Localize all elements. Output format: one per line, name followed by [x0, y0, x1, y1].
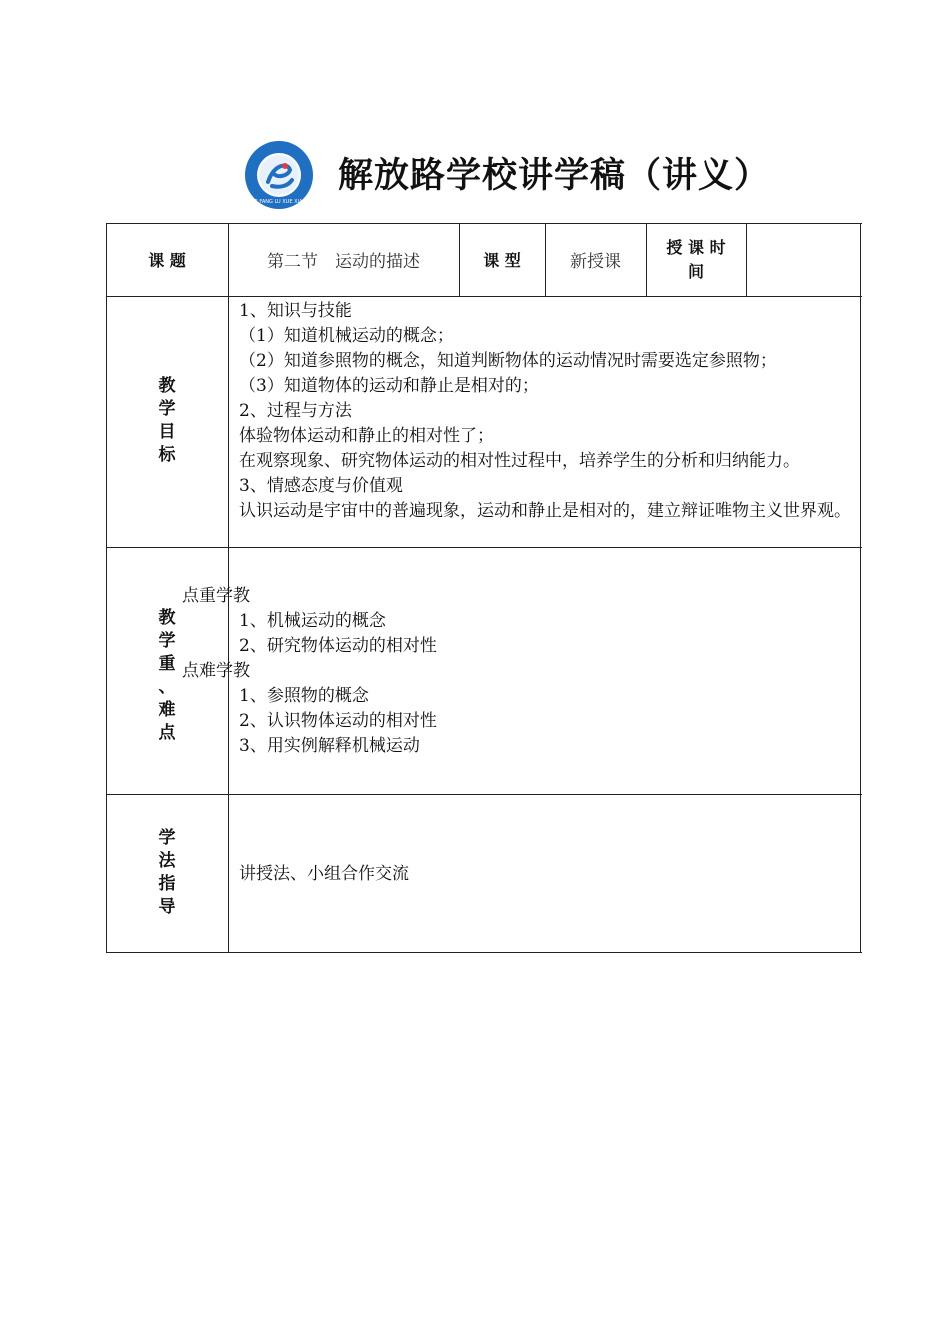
document-header [0, 136, 950, 216]
hard-heading: 点难学教 [182, 661, 250, 681]
hard-point: 1、参照物的概念 [239, 686, 369, 706]
svg-text:JIE FANG LU XUE XIAO: JIE FANG LU XUE XIAO [251, 199, 307, 205]
time-label-line1: 授 课 时 [666, 237, 726, 257]
goal-line: 在观察现象、研究物体运动的相对性过程中，培养学生的分析和归纳能力。 [239, 451, 800, 471]
hard-points [239, 684, 437, 759]
hard-point: 2、认识物体运动的相对性 [239, 711, 437, 731]
goal-worldview: 认识运动是宇宙中的普遍现象，运动和静止是相对的，建立辩证唯物主义世界观。 [239, 501, 851, 521]
key-heading: 点重学教 [182, 586, 250, 606]
goal-line: （3）知道物体的运动和静止是相对的； [239, 376, 539, 396]
page-title: 解放路学校讲学稿（讲义） [338, 156, 771, 196]
method-value: 讲授法、小组合作交流 [239, 864, 409, 884]
method-label: 学 法 指 导 [158, 828, 176, 917]
focus-label: 教 学 重 、 难 点 [158, 608, 176, 743]
goal-line: （1）知道机械运动的概念； [239, 326, 454, 346]
goal-line: 1、知识与技能 [239, 301, 352, 321]
type-value: 新授课 [570, 252, 621, 272]
goal-line: （2）知道参照物的概念，知道判断物体的运动情况时需要选定参照物； [239, 351, 777, 371]
time-label-line2: 间 [687, 261, 704, 281]
goals-content [239, 299, 800, 499]
key-point: 1、机械运动的概念 [239, 611, 386, 631]
type-label: 课 型 [483, 251, 521, 270]
topic-label: 课 题 [148, 251, 186, 270]
hard-point: 3、用实例解释机械运动 [239, 736, 420, 756]
lesson-table [106, 223, 862, 954]
goal-line: 体验物体运动和静止的相对性了； [239, 426, 494, 446]
topic-value: 第二节 运动的描述 [267, 252, 420, 272]
school-logo [244, 140, 314, 210]
time-value [746, 223, 860, 296]
goal-line: 2、过程与方法 [239, 401, 352, 421]
key-points [239, 609, 437, 659]
goal-line: 3、情感态度与价值观 [239, 476, 403, 496]
time-label [646, 233, 746, 286]
goals-label: 教 学 目 标 [158, 376, 176, 465]
key-point: 2、研究物体运动的相对性 [239, 636, 437, 656]
